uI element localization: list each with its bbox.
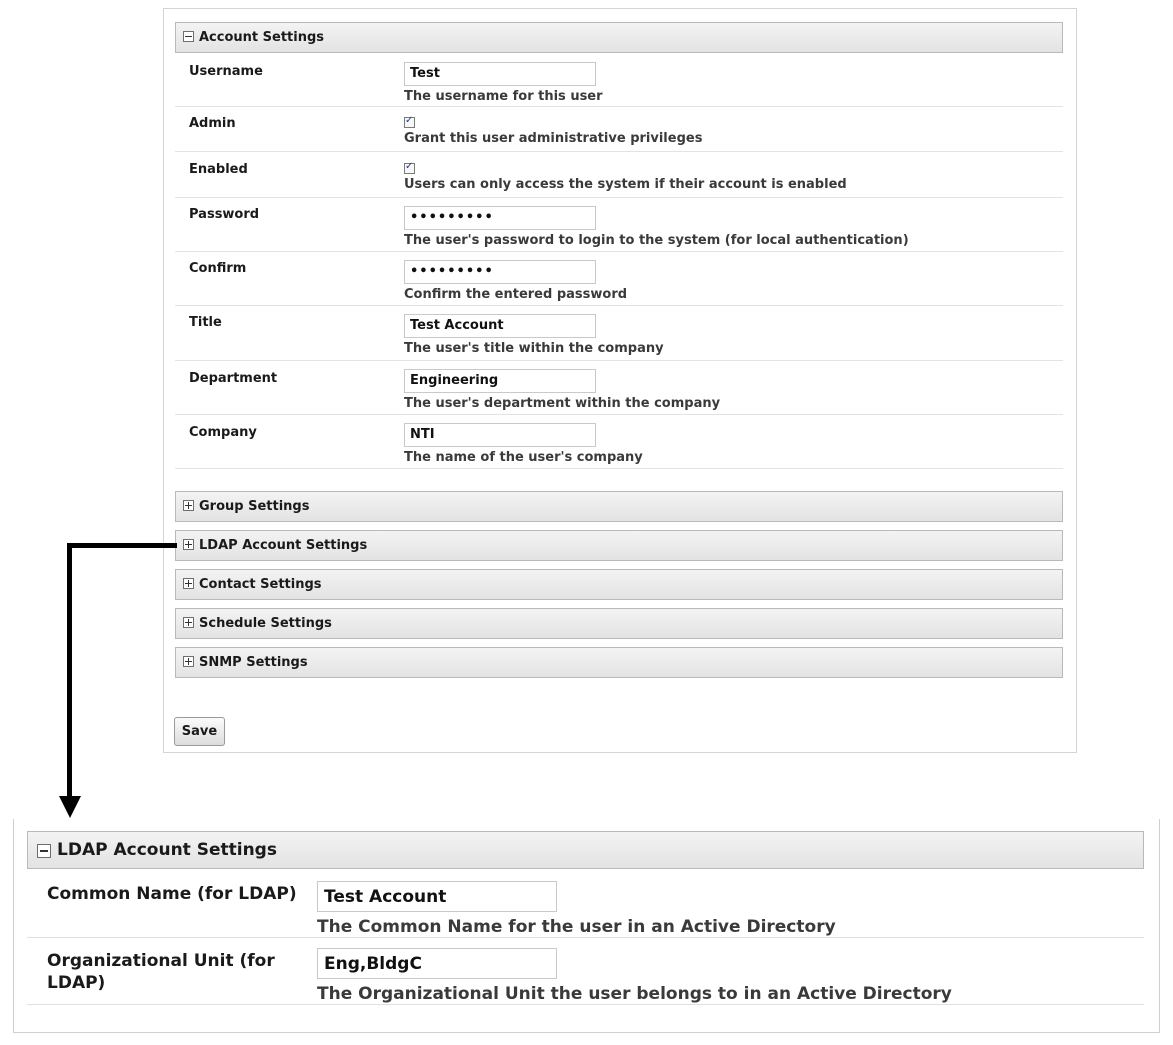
form-row-title [175,306,1063,361]
field-label: Password [189,207,260,222]
expand-icon[interactable] [183,500,194,511]
field-label: Enabled [189,162,248,177]
section-title: Contact Settings [199,577,322,592]
form-row-company [175,415,1063,469]
section-title: Schedule Settings [199,616,332,631]
form-row-organizational-unit [27,948,1144,1005]
field-label: Common Name (for LDAP) [47,884,297,904]
field-help: The name of the user's company [404,450,643,465]
field-help: The Organizational Unit the user belongs to in an Active Directory [317,984,952,1004]
confirm-password-input[interactable]: ••••••••• [404,260,596,284]
title-input[interactable]: Test Account [404,314,596,338]
field-help: The username for this user [404,89,603,104]
user-settings-panel [163,8,1077,753]
department-input[interactable]: Engineering [404,369,596,393]
field-label: Department [189,371,278,386]
company-input[interactable]: NTI [404,423,596,447]
field-label: Title [189,315,222,330]
form-row-password [175,198,1063,252]
schedule-settings-header[interactable] [175,608,1063,639]
field-help: The user's department within the company [404,396,721,411]
ldap-account-settings-expanded-header[interactable] [27,831,1144,869]
field-help: The user's password to login to the system (for local authentication) [404,233,909,248]
field-label: Organizational Unit (for LDAP) [47,951,275,993]
form-row-enabled [175,152,1063,198]
section-title: LDAP Account Settings [57,840,277,860]
field-label: Confirm [189,261,247,276]
save-button[interactable]: Save [174,717,225,746]
section-title: Group Settings [199,499,310,514]
account-settings-rows [175,62,1063,469]
form-row-department [175,361,1063,415]
section-title: SNMP Settings [199,655,308,670]
account-settings-header[interactable] [175,22,1063,53]
field-label: Username [189,64,263,79]
password-input[interactable]: ••••••••• [404,206,596,230]
form-row-common-name [27,881,1144,938]
ldap-account-settings-header[interactable] [175,530,1063,561]
snmp-settings-header[interactable] [175,647,1063,678]
expand-icon[interactable] [183,578,194,589]
collapse-icon[interactable] [183,31,194,42]
section-title: Account Settings [199,30,325,45]
field-help: The Common Name for the user in an Active Directory [317,917,836,937]
organizational-unit-input[interactable]: Eng,BldgC [317,948,557,979]
field-help: The user's title within the company [404,341,664,356]
arrow-down-icon [59,796,81,818]
group-settings-header[interactable] [175,491,1063,522]
checkmark-icon: ✓ [405,161,414,172]
field-label: Company [189,425,257,440]
admin-checkbox[interactable] [404,117,415,128]
username-input[interactable]: Test [404,62,596,86]
connector-line [67,543,177,548]
ldap-settings-panel [13,819,1160,1033]
field-help: Grant this user administrative privileges [404,131,703,146]
form-row-confirm [175,252,1063,306]
expand-icon[interactable] [183,539,194,550]
common-name-input[interactable]: Test Account [317,881,557,912]
connector-line [67,543,72,798]
field-help: Confirm the entered password [404,287,628,302]
field-help: Users can only access the system if their account is enabled [404,177,847,192]
collapse-icon[interactable] [37,844,51,858]
form-row-username [175,62,1063,107]
contact-settings-header[interactable] [175,569,1063,600]
field-label: Admin [189,116,236,131]
enabled-checkbox[interactable] [404,163,415,174]
expand-icon[interactable] [183,656,194,667]
section-title: LDAP Account Settings [199,538,368,553]
expand-icon[interactable] [183,617,194,628]
checkmark-icon: ✓ [405,115,414,126]
form-row-admin [175,107,1063,152]
